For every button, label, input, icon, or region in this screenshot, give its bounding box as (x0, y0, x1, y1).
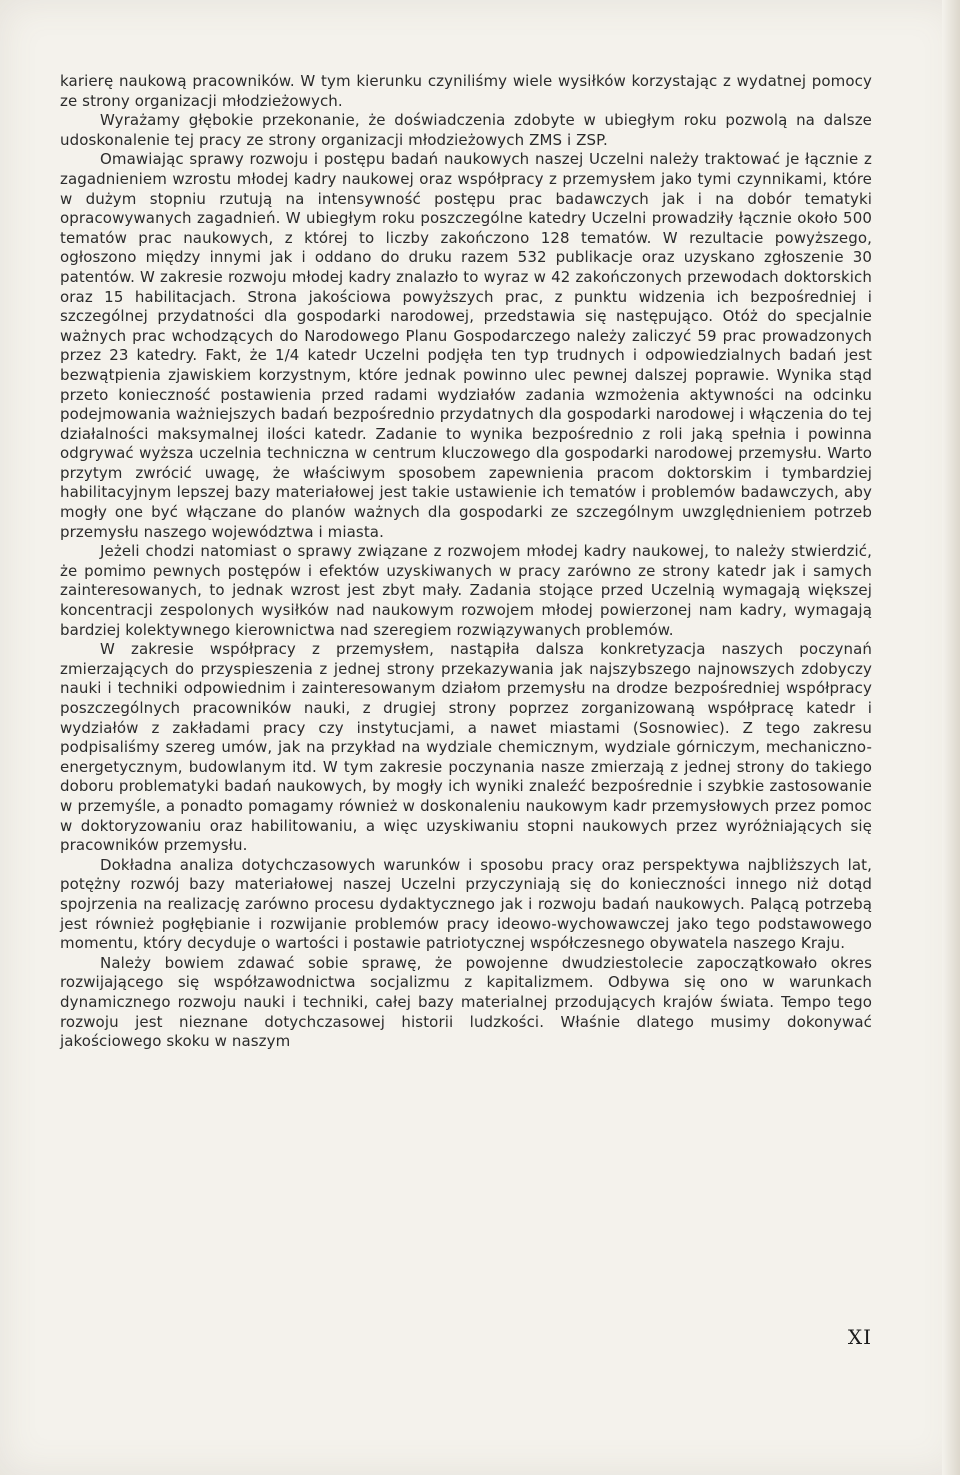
paragraph-2: Wyrażamy głębokie przekonanie, że doświadczenia zdobyte w ubiegłym roku pozwolą na dalsze udoskonalenie tej pracy ze strony organizacji młodzieżowych ZMS i ZSP. (60, 111, 872, 149)
paragraph-1: karierę naukową pracowników. W tym kierunku czyniliśmy wiele wysiłków korzystając z wydatnej pomocy ze strony organizacji młodzieżowych. (60, 72, 872, 110)
paragraph-4: Jeżeli chodzi natomiast o sprawy związane z rozwojem młodej kadry naukowej, to należy stwierdzić, że pomimo pewnych postępów i efektów uzyskiwanych w pracy zarówno ze strony katedr jak i samych zainteresowanych, to jednak wzrost jest zbyt mały. Zadania stojące przed Uczelnią wymagają większej koncentracji zespolonych wysiłków nad naukowym rozwojem młodej powierzonej nam kadry, wymagają bardziej kolektywnego kierownictwa nad szeregiem rozwiązywanych problemów. (60, 542, 872, 639)
paragraph-3: Omawiając sprawy rozwoju i postępu badań naukowych naszej Uczelni należy traktować je łącznie z zagadnieniem wzrostu młodej kadry naukowej oraz współpracy z przemysłem jako tymi czynnikami, które w dużym stopniu rzutują na intensywność postępu prac badawczych jak i na dobór tematyki opracowywanych zagadnień. W ubiegłym roku poszczególne katedry Uczelni prowadziły łącznie około 500 tematów prac naukowych, z której to liczby zakończono 128 tematów. W rezultacie powyższego, ogłoszono między innymi jak i oddano do druku razem 532 publikacje oraz uzyskano zgłoszenie 30 patentów. W zakresie rozwoju młodej kadry znalazło to wyraz w 42 zakończonych przewodach doktorskich oraz 15 habilitacjach. Strona jakościowa powyższych prac, z punktu widzenia ich bezpośredniej i szczególnej przydatności dla gospodarki narodowej, przedstawia się następująco. Otóż do specjalnie ważnych prac wchodzących do Narodowego Planu Gospodarczego należy zaliczyć 59 prac prowadzonych przez 23 katedry. Fakt, że 1/4 katedr Uczelni podjęła ten typ trudnych i odpowiedzialnych badań jest bezwątpienia zjawiskiem korzystnym, które jednak powinno ulec pewnej dalszej poprawie. Wynika stąd przeto konieczność postawienia przed radami wydziałów zadania wzmożenia aktywności na odcinku podejmowania ważniejszych badań bezpośrednio przydatnych dla gospodarki narodowej i włączenia do tej działalności maksymalnej ilości katedr. Zadanie to wynika bezpośrednio z roli jaką spełnia i powinna odgrywać wyższa uczelnia techniczna w centrum kluczowego dla gospodarki narodowej przemysłu. Warto przytym zwrócić uwagę, że właściwym sposobem zapewnienia pracom doktorskim i tymbardziej habilitacyjnym lepszej bazy materiałowej jest takie ustawienie ich tematów i problemów badawczych, aby mogły one być włączane do planów ważnych dla gospodarki ze szczególnym uwzględnieniem potrzeb przemysłu naszego województwa i miasta. (60, 150, 872, 541)
paragraph-6: Dokładna analiza dotychczasowych warunków i sposobu pracy oraz perspektywa najbliższych lat, potężny rozwój bazy materiałowej naszej Uczelni przyczyniają się do konieczności innego niż dotąd spojrzenia na realizację zarówno procesu dydaktycznego jak i rozwoju badań naukowych. Palącą potrzebą jest również pogłębianie i rozwijanie problemów pracy ideowo-wychowawczej jako tego podstawowego momentu, który decyduje o wartości i postawie patriotycznej współczesnego obywatela naszego Kraju. (60, 855, 872, 953)
paragraph-7: Należy bowiem zdawać sobie sprawę, że powojenne dwudziestolecie zapoczątkowało okres rozwijającego się współzawodnictwa socjalizmu z kapitalizmem. Odbywa się ono w warunkach dynamicznego rozwoju nauki i techniki, całej bazy materialnej przodujących krajów świata. Tempo tego rozwoju jest nieznane dotychczasowej historii ludzkości. Właśnie dlatego musimy dokonywać jakościowego skoku w naszym (60, 953, 872, 1051)
body-text (60, 72, 872, 1052)
page-edge-shadow (942, 0, 960, 1475)
page-number: XI (847, 1325, 872, 1349)
paragraph-5: W zakresie współpracy z przemysłem, nastąpiła dalsza konkretyzacja naszych poczynań zmierzających do przyspieszenia z jednej strony przekazywania jak najszybszego najnowszych zdobyczy nauki i techniki odpowiednim i zainteresowanym działom przemysłu na drodze bezpośredniej współpracy poszczególnych pracowników nauki, z drugiej strony poprzez zorganizowaną współpracę katedr i wydziałów z zakładami pracy czy instytucjami, a nawet miastami (Sosnowiec). Z tego zakresu podpisaliśmy szereg umów, jak na przykład na wydziale chemicznym, wydziale górniczym, mechaniczno-energetycznym, budowlanym itd. W tym zakresie poczynania nasze zmierzają z jednej strony do takiego doboru problematyki badań naukowych, by mogły ich wyniki znaleźć bezpośrednie i szybkie zastosowanie w przemyśle, a ponadto pomagamy również w doskonaleniu naukowym kadr przemysłowych przez pomoc w doktoryzowaniu oraz habilitowaniu, a więc uzyskiwaniu stopni naukowych przez wyróżniających się pracowników przemysłu. (60, 640, 872, 855)
